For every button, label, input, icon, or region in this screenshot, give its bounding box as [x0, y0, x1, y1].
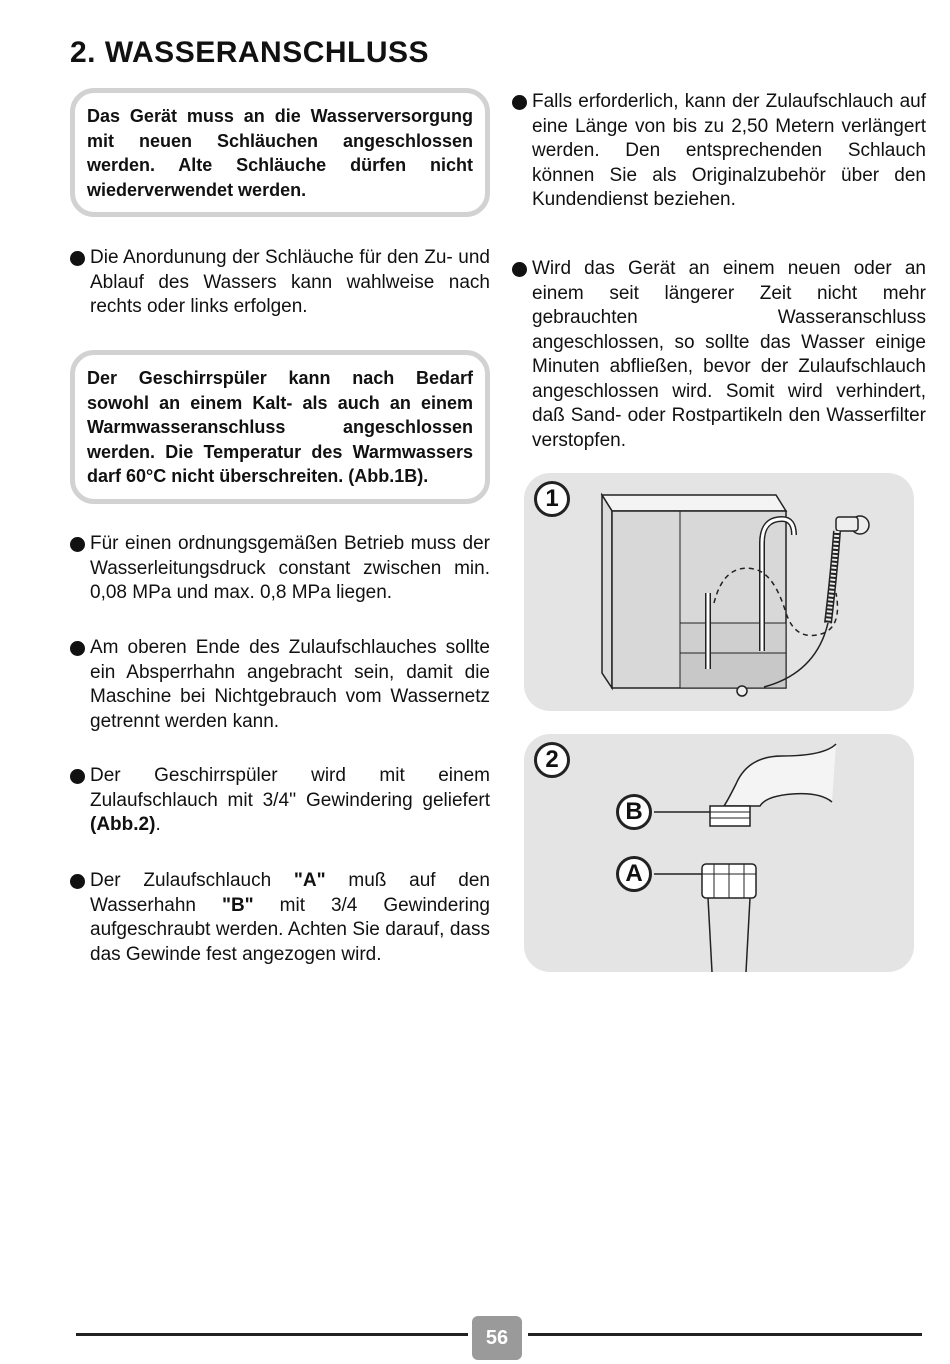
- bullet-hose-attach: Der Zulaufschlauch "A" muß auf den Wasserhahn "B" mit 3/4 Gewindering aufgeschraubt werden. Achten Sie darauf, dass das Gewinde fest angezogen wird.: [70, 869, 490, 967]
- bullet-dot: [70, 874, 85, 889]
- footer-rule-right: [528, 1333, 922, 1336]
- figure-1-dishwasher-connection: [524, 473, 914, 711]
- label-a-hose: A: [616, 856, 652, 892]
- note-box-new-hoses: Das Gerät muss an die Wasserversorgung mit neuen Schläuchen angeschlossen werden. Alte Schläuche dürfen nicht wiederverwendet werden.: [70, 88, 490, 217]
- footer-rule-left: [76, 1333, 468, 1336]
- bullet-hose-direction: Die Anordunung der Schläuche für den Zu- und Ablauf des Wassers kann wahlweise nach rechts oder links erfolgen.: [70, 246, 490, 320]
- bullet-dot: [70, 251, 85, 266]
- page-title: 2. WASSERANSCHLUSS: [70, 36, 430, 69]
- bullet-dot: [70, 769, 85, 784]
- page-number: 56: [472, 1316, 522, 1360]
- figure-number-badge: 2: [534, 742, 570, 778]
- note-box-warm-water: Der Geschirrspüler kann nach Bedarf sowohl an einem Kalt- als auch an einem Warmwasseranschluss angeschlossen werden. Die Temperatur des Warmwassers darf 60°C nicht überschreiten. (Abb.1B).: [70, 350, 490, 504]
- figure-2-hose-thread: [524, 734, 914, 972]
- bullet-dot: [70, 537, 85, 552]
- bullet-hose-extension: Falls erforderlich, kann der Zulaufschlauch auf eine Länge von bis zu 2,50 Metern verlängert werden. Den entsprechenden Schlauch können Sie als Originalzubehör über den Kundendienst beziehen.: [512, 90, 926, 213]
- bullet-inlet-hose-supplied: Der Geschirrspüler wird mit einem Zulaufschlauch mit 3/4'' Gewindering geliefert (Abb.2).: [70, 764, 490, 838]
- figure-ref: (Abb.2): [90, 814, 156, 835]
- bullet-shutoff-valve: Am oberen Ende des Zulaufschlauches sollte ein Absperrhahn angebracht sein, damit die Maschine bei Nichtgebrauch vom Wassernetz getrennt werden kann.: [70, 636, 490, 734]
- thread-illustration: [524, 734, 914, 972]
- bullet-water-pressure: Für einen ordnungsgemäßen Betrieb muss der Wasserleitungsdruck constant zwischen min. 0,08 MPa und max. 0,8 MPa liegen.: [70, 532, 490, 606]
- label-b-tap: B: [616, 794, 652, 830]
- bullet-dot: [512, 262, 527, 277]
- bullet-flush-water: Wird das Gerät an einem neuen oder an einem seit längerer Zeit nicht mehr gebrauchten Wasseranschluss angeschlossen, so sollte das Wasser einige Minuten abfließen, bevor der Zulaufschlauch angeschlossen wird. Somit wird verhindert, daß Sand- oder Rostpartikeln den Wasserfilter verstopfen.: [512, 257, 926, 453]
- bullet-dot: [512, 95, 527, 110]
- dishwasher-illustration: [524, 473, 914, 711]
- figure-number-badge: 1: [534, 481, 570, 517]
- bullet-dot: [70, 641, 85, 656]
